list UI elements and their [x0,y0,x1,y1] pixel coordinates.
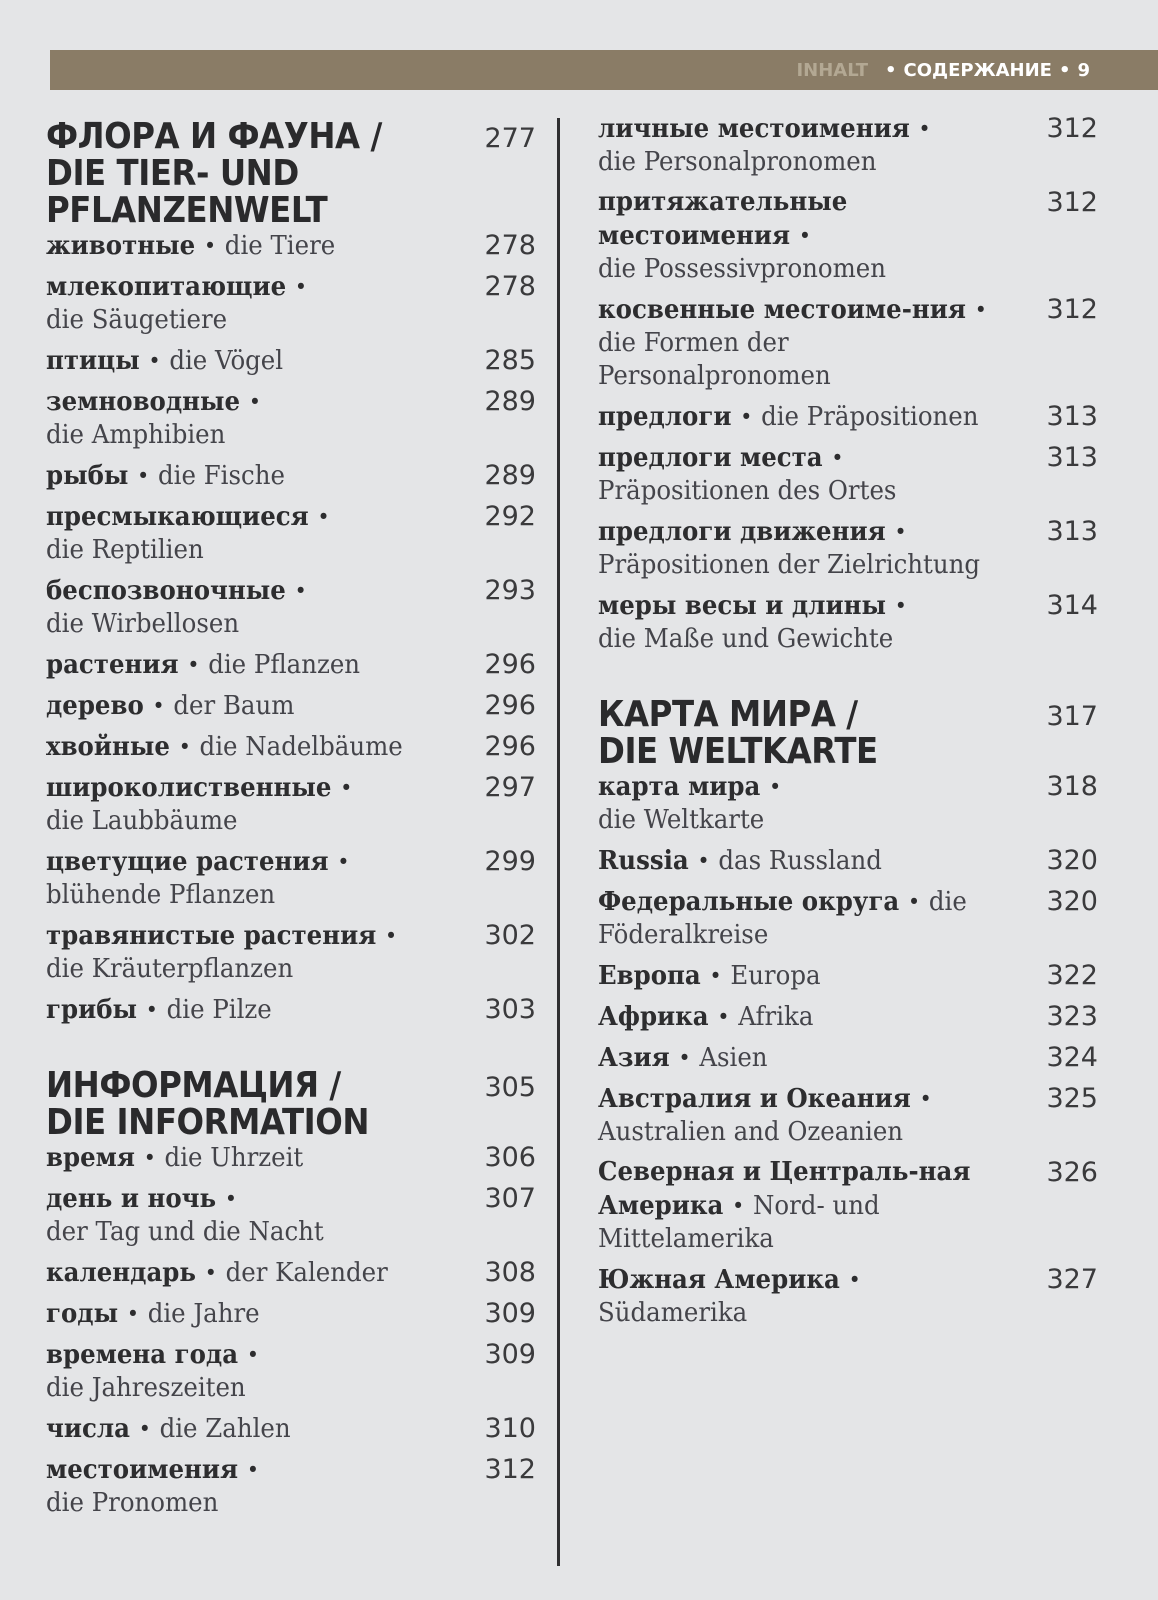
toc-entry[interactable] [46,730,536,764]
entry-ru: местоимения [46,1455,239,1485]
bullet-separator: • [340,777,352,798]
entry-de: die Maße und Gewichte [598,624,894,654]
section-title: КАРТА МИРА / DIE WELTKARTE [598,694,878,772]
bullet-separator: • [908,891,920,912]
page-number: 310 [484,1413,536,1444]
header-page-number: 9 [1077,59,1090,81]
entry-ru: Азия [598,1043,670,1073]
entry-de: Australien and Ozeanien [598,1117,904,1147]
toc-entry[interactable] [46,689,536,723]
bullet-separator: • [919,118,931,139]
bullet-separator: • [153,695,164,716]
page-number: 278 [484,271,536,302]
page-number: 302 [484,920,536,951]
toc-entry[interactable] [46,845,536,912]
entry-ru: беспозвоночные [46,576,286,606]
toc-entry[interactable] [598,441,1098,508]
entry-de: die Tiere [224,231,336,261]
bullet-separator: • [187,654,199,675]
page-number: 324 [1046,1042,1098,1073]
entry-de: blühende Pflanzen [46,880,276,910]
entry-ru: рыбы [46,461,129,491]
page-number: 306 [484,1142,536,1173]
toc-entry[interactable] [46,344,536,378]
entry-de: Asien [699,1043,768,1073]
toc-entry[interactable] [46,1141,536,1175]
toc-entry[interactable] [46,1453,536,1520]
page-number: 327 [1046,1264,1098,1295]
bullet-separator: • [679,1047,690,1068]
entry-ru: числа [46,1414,130,1444]
page-number: 308 [484,1257,536,1288]
entry-ru: меры весы и длины [598,591,886,621]
entry-de: die Uhrzeit [164,1143,304,1173]
entry-ru: млекопитающие [46,272,287,302]
bullet-separator: • [318,506,329,527]
entry-de: der Kalender [225,1258,388,1288]
entry-de: die Vögel [169,346,284,376]
entry-ru: карта мира [598,772,761,802]
entry-ru: время [46,1143,135,1173]
page-number: 296 [484,690,536,721]
entry-ru: пресмыкающиеся [46,502,309,532]
page-number: 317 [1046,701,1098,732]
entry-de: Präpositionen der Zielrichtung [598,550,981,580]
page-header-bar [50,50,1158,90]
entry-ru: притяжательные местоимения [598,187,848,251]
toc-entry[interactable] [46,1256,536,1290]
toc-entry[interactable] [598,112,1098,179]
bullet-separator: • [718,1006,729,1027]
bullet-separator: • [740,406,752,427]
page-number: 289 [484,460,536,491]
toc-entry[interactable] [598,515,1098,582]
toc-entry[interactable] [46,919,536,986]
page-number: 323 [1046,1001,1098,1032]
entry-ru: животные [46,231,196,261]
bullet-separator: • [732,1195,744,1216]
bullet-separator: • [295,580,307,601]
entry-de: die Kräuterpflanzen [46,954,294,984]
toc-entry[interactable] [46,459,536,493]
page-number: 303 [484,994,536,1025]
page-number: 307 [484,1183,536,1214]
bullet-separator: • [247,1459,259,1480]
entry-de: Präpositionen des Ortes [598,476,897,506]
toc-entry[interactable] [598,770,1098,837]
entry-de: die Formen der Personalpronomen [598,328,831,391]
entry-de: die Reptilien [46,535,204,565]
bullet-separator: • [895,521,906,542]
page-number: 326 [1046,1157,1098,1188]
toc-left-column [46,112,536,1527]
entry-ru: Федеральные округа [598,887,900,917]
page-number: 312 [484,1454,536,1485]
page-number: 289 [484,386,536,417]
toc-entry[interactable] [598,293,1098,393]
entry-de: die Säugetiere [46,305,228,335]
bullet-separator: • [137,465,149,486]
entry-ru: день и ночь [46,1184,217,1214]
entry-de: die Amphibien [46,420,226,450]
toc-entry[interactable] [598,1082,1098,1149]
entry-de: die Pronomen [46,1488,219,1518]
bullet-separator: • [295,276,307,297]
bullet-separator: • [698,850,709,871]
entry-de: die Pilze [166,995,272,1025]
bullet-separator: • [139,1418,151,1439]
toc-entry[interactable] [46,385,536,452]
toc-entry[interactable] [46,270,536,337]
bullet-separator: • [146,999,158,1020]
section-title: ИНФОРМАЦИЯ / DIE INFORMATION [46,1065,370,1143]
entry-de: die Jahreszeiten [46,1373,246,1403]
page-number: 305 [484,1072,536,1103]
toc-entry[interactable] [46,771,536,838]
toc-entry[interactable] [598,885,1098,952]
header-title: СОДЕРЖАНИЕ [903,59,1052,81]
toc-entry[interactable] [598,400,1098,434]
entry-de: die Nadelbäume [199,732,403,762]
entry-de: die Föderalkreise [598,887,967,950]
entry-ru: косвенные местоиме-ния [598,295,966,325]
entry-de: die Jahre [147,1299,260,1329]
bullet-separator: • [249,391,261,412]
entry-ru: Австралия и Океания [598,1084,911,1114]
entry-ru: дерево [46,691,144,721]
section-heading-flora-fauna[interactable] [46,118,536,229]
section-heading-information[interactable] [46,1067,536,1141]
entry-ru: Европа [598,961,701,991]
page-number: 312 [1046,187,1098,218]
entry-ru: земноводные [46,387,241,417]
page-number: 313 [1046,442,1098,473]
entry-ru: грибы [46,995,138,1025]
toc-entry[interactable] [46,993,536,1027]
entry-de: die Weltkarte [598,805,765,835]
page-number: 296 [484,649,536,680]
bullet-separator: • [247,1344,259,1365]
bullet-separator: • [179,736,191,757]
bullet-separator: • [849,1269,861,1290]
entry-de: Nord- und Mittelamerika [598,1191,880,1254]
page-number: 312 [1046,294,1098,325]
entry-de: Europa [730,961,821,991]
bullet-separator: • [205,1262,217,1283]
bullet-separator: • [144,1147,156,1168]
toc-entry[interactable] [46,648,536,682]
entry-ru: растения [46,650,179,680]
toc-entry[interactable] [46,1412,536,1446]
toc-entry[interactable] [598,1263,1098,1330]
page-number: 285 [484,345,536,376]
entry-de: die Personalpronomen [598,147,877,177]
entry-ru: времена года [46,1340,239,1370]
page-number: 318 [1046,771,1098,802]
page-number: 309 [484,1298,536,1329]
entry-de: der Tag und die Nacht [46,1217,324,1247]
entry-ru: Африка [598,1002,709,1032]
entry-de: die Präpositionen [761,402,979,432]
entry-ru: предлоги движения [598,517,886,547]
bullet-separator: • [149,350,160,371]
entry-ru: Russia [598,846,689,876]
bullet-separator: • [975,299,987,320]
page-number: 278 [484,230,536,261]
toc-right-column [598,112,1098,1337]
header-inhalt: INHALT [796,59,869,81]
page-number: 297 [484,772,536,803]
bullet-separator: • [799,225,811,246]
entry-ru: широколиственные [46,773,332,803]
bullet-separator: • [204,235,216,256]
entry-de: das Russland [718,846,882,876]
page-number: 320 [1046,845,1098,876]
entry-ru: предлоги [598,402,732,432]
entry-de: Südamerika [598,1298,748,1328]
toc-entry[interactable] [598,844,1098,878]
toc-entry[interactable] [46,574,536,641]
entry-de: die Wirbellosen [46,609,240,639]
entry-de: die Laubbäume [46,806,238,836]
toc-entry[interactable] [598,186,1098,286]
page-number: 277 [484,123,536,154]
entry-de: die Zahlen [159,1414,291,1444]
page-number: 322 [1046,960,1098,991]
entry-ru: Северная и Централь-ная Америка [598,1157,971,1221]
toc-entry[interactable] [598,1041,1098,1075]
entry-ru: Южная Америка [598,1265,840,1295]
page-number: 320 [1046,886,1098,917]
entry-de: die Fische [158,461,285,491]
toc-entry[interactable] [46,1338,536,1405]
bullet-separator: • [920,1088,932,1109]
toc-entry[interactable] [598,1000,1098,1034]
toc-entry[interactable] [46,1297,536,1331]
toc-entry[interactable] [598,1156,1098,1256]
bullet-separator: • [769,776,781,797]
entry-ru: хвойные [46,732,170,762]
page-number: 309 [484,1339,536,1370]
bullet-separator: • [225,1188,237,1209]
page-number: 313 [1046,516,1098,547]
page-number: 293 [484,575,536,606]
entry-de: die Possessivpronomen [598,254,887,284]
page-number: 292 [484,501,536,532]
section-title: ФЛОРА И ФАУНА / DIE TIER- UND PFLANZENWELT [46,116,382,231]
bullet-separator: • [337,851,349,872]
page-number: 312 [1046,113,1098,144]
bullet-separator: • [710,965,721,986]
toc-entry[interactable] [46,500,536,567]
bullet-separator: • [895,595,907,616]
header-bullet: • [885,59,897,81]
entry-ru: цветущие растения [46,847,329,877]
entry-de: Afrika [738,1002,814,1032]
entry-ru: личные местоимения [598,114,910,144]
page-number: 314 [1046,590,1098,621]
toc-entry[interactable] [598,589,1098,656]
page-number: 313 [1046,401,1098,432]
toc-entry[interactable] [598,959,1098,993]
bullet-separator: • [127,1303,139,1324]
bullet-separator: • [385,925,397,946]
entry-ru: годы [46,1299,119,1329]
page-number: 325 [1046,1083,1098,1114]
toc-entry[interactable] [46,229,536,263]
page-number: 296 [484,731,536,762]
entry-ru: календарь [46,1258,196,1288]
entry-ru: птицы [46,346,140,376]
entry-ru: травянистые растения [46,921,377,951]
entry-de: die Pflanzen [208,650,361,680]
section-heading-world-map[interactable] [598,696,1098,770]
bullet-separator: • [832,447,843,468]
entry-de: der Baum [173,691,295,721]
toc-entry[interactable] [46,1182,536,1249]
column-divider [557,118,560,1566]
entry-ru: предлоги места [598,443,823,473]
page-number: 299 [484,846,536,877]
header-bullet: • [1058,59,1071,81]
